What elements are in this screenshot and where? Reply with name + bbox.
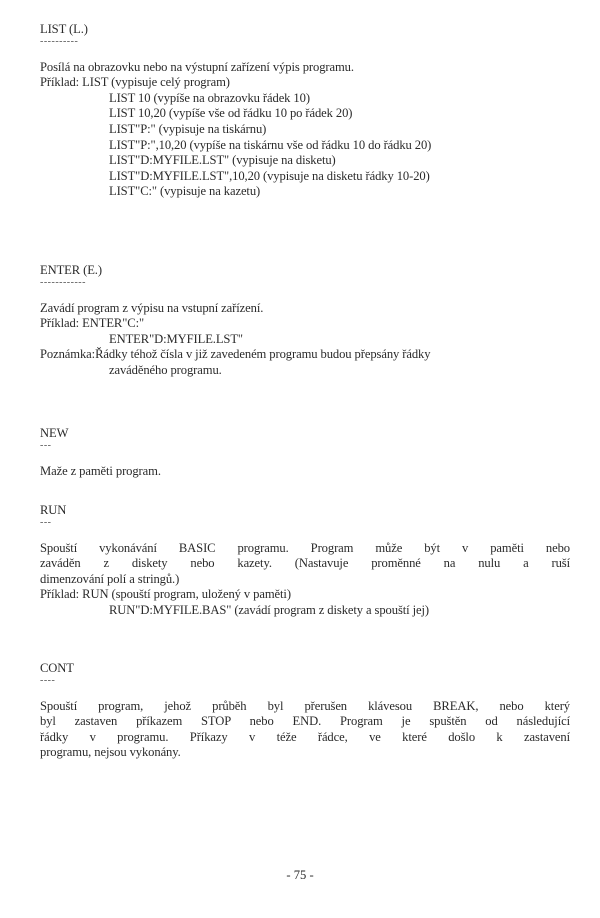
description-line: řádky v programu. Příkazy v téže řádce, ve které došlo k zastavení: [40, 729, 570, 744]
section-heading: RUN: [40, 503, 67, 517]
example-line: LIST"C:" (vypisuje na kazetu): [109, 184, 261, 199]
section-cont: [40, 661, 570, 761]
example-line: LIST 10,20 (vypíše vše od řádku 10 po řádek 20): [109, 106, 353, 121]
description-line: programu, nejsou vykonány.: [40, 745, 181, 760]
section-description: Zavádí program z výpisu na vstupní zařízení.: [40, 300, 264, 315]
heading-underline: ---: [40, 439, 52, 451]
example-text: ENTER"C:": [82, 316, 145, 331]
example-line: ENTER"D:MYFILE.LST": [109, 331, 243, 346]
section-description: Posílá na obrazovku nebo na výstupní zařízení výpis programu.: [40, 59, 354, 74]
example-text: LIST (vypisuje celý program): [82, 75, 230, 90]
section-list: [40, 22, 570, 200]
example-text: RUN (spouští program, uložený v paměti): [82, 587, 291, 602]
note-text: Řádky téhož čísla v již zavedeném programu budou přepsány řádky: [95, 347, 431, 362]
section-new: [40, 426, 570, 479]
section-heading: CONT: [40, 661, 74, 675]
example-label: Příklad:: [40, 316, 80, 331]
section-description: Maže z paměti program.: [40, 463, 161, 478]
heading-underline: ----: [40, 674, 56, 686]
example-label: Příklad:: [40, 587, 80, 602]
note-line: [40, 347, 570, 363]
example-line: RUN"D:MYFILE.BAS" (zavádí program z diskety a spouští jej): [109, 602, 429, 617]
heading-underline: ------------: [40, 276, 86, 288]
example-line: LIST"D:MYFILE.LST",10,20 (vypisuje na disketu řádky 10-20): [109, 168, 430, 183]
section-heading: ENTER (E.): [40, 263, 102, 277]
description-line: Spouští program, jehož průběh byl přerušen klávesou BREAK, nebo který: [40, 698, 570, 713]
section-heading: NEW: [40, 426, 69, 440]
note-label: Poznámka:: [40, 347, 96, 362]
description-line: byl zastaven příkazem STOP nebo END. Program je spuštěn od následující: [40, 714, 570, 729]
description-line: dimenzování polí a stringů.): [40, 571, 180, 586]
description-line: Spouští vykonávání BASIC programu. Program může být v paměti nebo: [40, 540, 570, 555]
page-number: - 75 -: [286, 868, 314, 882]
example-line: LIST 10 (vypíše na obrazovku řádek 10): [109, 90, 310, 105]
example-line: [40, 316, 570, 332]
description-line: zaváděn z diskety nebo kazety. (Nastavuje proměnné na nulu a ruší: [40, 556, 570, 571]
example-line: LIST"P:",10,20 (vypíše na tiskárnu vše od řádku 10 do řádku 20): [109, 137, 432, 152]
heading-underline: ---: [40, 516, 52, 528]
example-line: LIST"P:" (vypisuje na tiskárnu): [109, 121, 267, 136]
heading-underline: ----------: [40, 35, 79, 47]
example-label: Příklad:: [40, 75, 80, 90]
section-run: [40, 503, 570, 619]
example-line: [40, 587, 570, 603]
example-line: LIST"D:MYFILE.LST" (vypisuje na disketu): [109, 153, 336, 168]
section-heading: LIST (L.): [40, 22, 88, 36]
note-line: zaváděného programu.: [109, 362, 222, 377]
section-enter: [40, 263, 570, 379]
example-line: [40, 75, 570, 91]
